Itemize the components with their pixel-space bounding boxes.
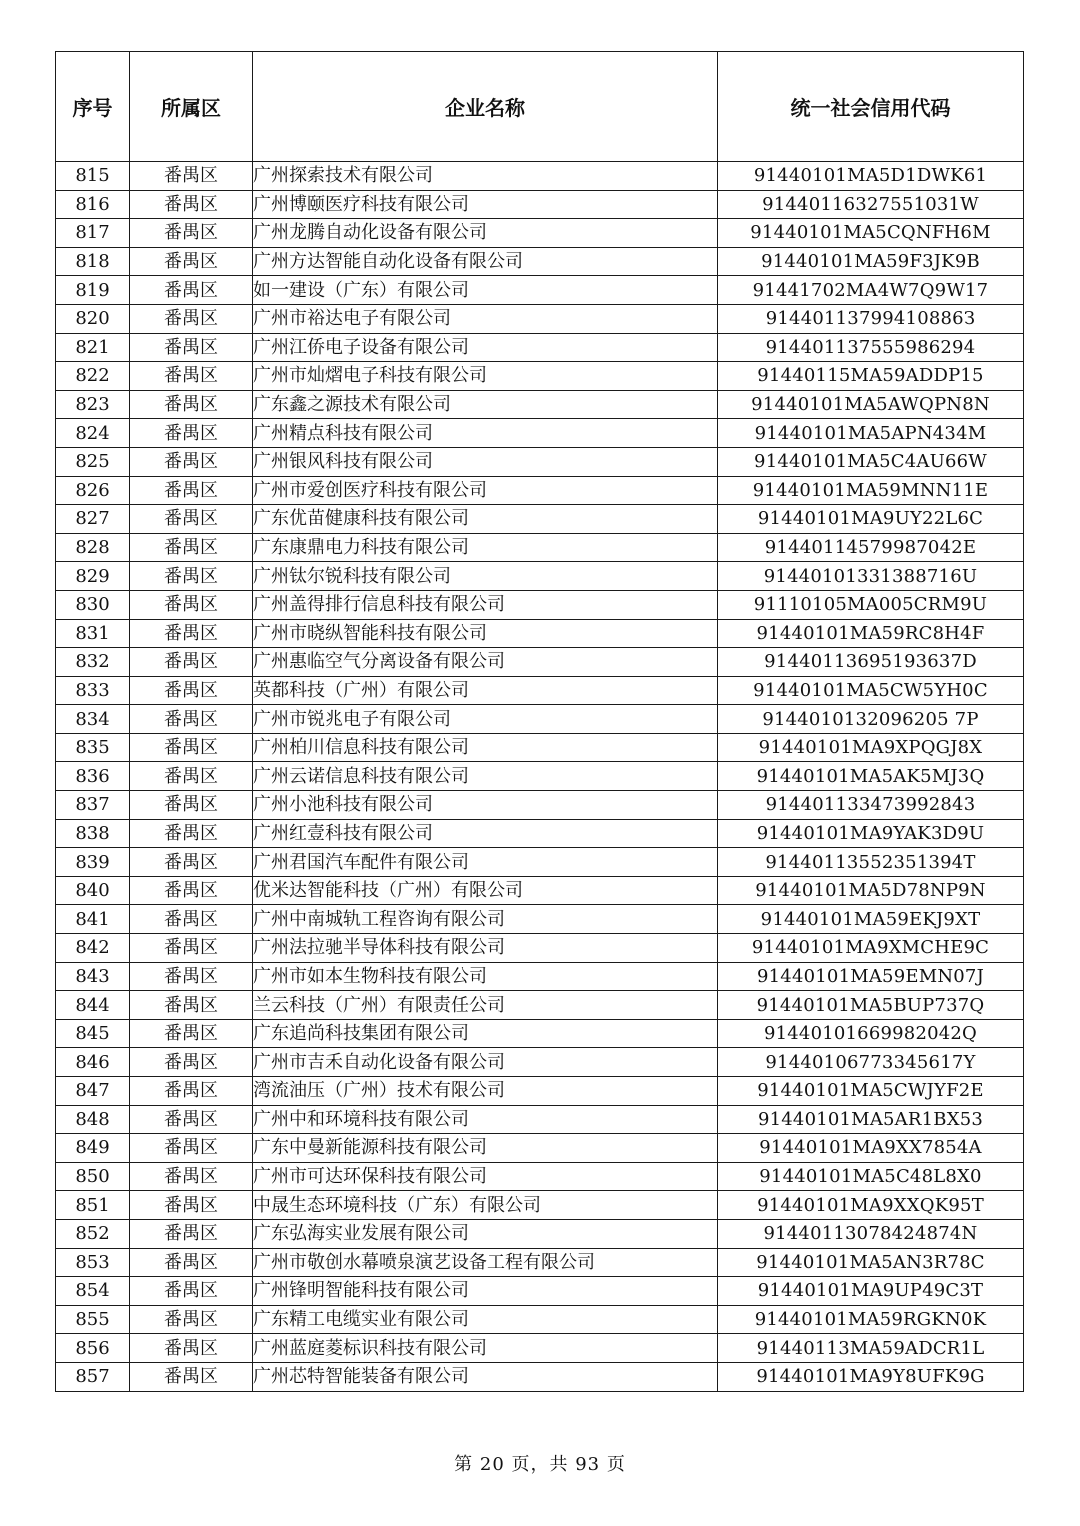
credit-code-cell: 914401133473992843 bbox=[718, 791, 1024, 820]
table-row bbox=[56, 1162, 1024, 1191]
table-row bbox=[56, 762, 1024, 791]
company-name-cell: 广东优苗健康科技有限公司 bbox=[253, 505, 718, 534]
company-name-cell: 广州市如本生物科技有限公司 bbox=[253, 962, 718, 991]
table-row bbox=[56, 962, 1024, 991]
serial-number-cell: 849 bbox=[56, 1134, 130, 1163]
credit-code-cell: 91440101MA5APN434M bbox=[718, 419, 1024, 448]
table-row bbox=[56, 162, 1024, 191]
district-cell: 番禺区 bbox=[130, 190, 253, 219]
district-cell: 番禺区 bbox=[130, 619, 253, 648]
table-row bbox=[56, 419, 1024, 448]
credit-code-cell: 91440101MA9XXQK95T bbox=[718, 1191, 1024, 1220]
company-name-cell: 广州锋明智能科技有限公司 bbox=[253, 1277, 718, 1306]
credit-code-cell: 91440106773345617Y bbox=[718, 1048, 1024, 1077]
company-name-cell: 广东追尚科技集团有限公司 bbox=[253, 1019, 718, 1048]
company-name-cell: 广州芯特智能装备有限公司 bbox=[253, 1362, 718, 1391]
company-name-cell: 广州云诺信息科技有限公司 bbox=[253, 762, 718, 791]
credit-code-cell: 91110105MA005CRM9U bbox=[718, 590, 1024, 619]
credit-code-cell: 91440101331388716U bbox=[718, 562, 1024, 591]
credit-code-cell: 91440101MA5AK5MJ3Q bbox=[718, 762, 1024, 791]
district-cell: 番禺区 bbox=[130, 791, 253, 820]
table-row bbox=[56, 1134, 1024, 1163]
credit-code-cell: 91440101MA59EKJ9XT bbox=[718, 905, 1024, 934]
serial-number-cell: 830 bbox=[56, 590, 130, 619]
serial-number-cell: 834 bbox=[56, 705, 130, 734]
table-row bbox=[56, 905, 1024, 934]
district-cell: 番禺区 bbox=[130, 991, 253, 1020]
serial-number-cell: 843 bbox=[56, 962, 130, 991]
credit-code-cell: 91440113799410886З bbox=[718, 304, 1024, 333]
table-row bbox=[56, 1334, 1024, 1363]
district-cell: 番禺区 bbox=[130, 162, 253, 191]
table-row bbox=[56, 533, 1024, 562]
serial-number-cell: 850 bbox=[56, 1162, 130, 1191]
header-serial-number: 序号 bbox=[56, 52, 130, 162]
district-cell: 番禺区 bbox=[130, 1105, 253, 1134]
serial-number-cell: 853 bbox=[56, 1248, 130, 1277]
district-cell: 番禺区 bbox=[130, 705, 253, 734]
company-name-cell: 广州探索技术有限公司 bbox=[253, 162, 718, 191]
company-name-cell: 广东精工电缆实业有限公司 bbox=[253, 1305, 718, 1334]
company-name-cell: 广州盖得排行信息科技有限公司 bbox=[253, 590, 718, 619]
page-footer: 第 20 页，共 93 页 bbox=[454, 1454, 626, 1475]
district-cell: 番禺区 bbox=[130, 1362, 253, 1391]
company-name-cell: 如一建设（广东）有限公司 bbox=[253, 276, 718, 305]
table-row bbox=[56, 505, 1024, 534]
district-cell: 番禺区 bbox=[130, 819, 253, 848]
district-cell: 番禺区 bbox=[130, 476, 253, 505]
header-company-name: 企业名称 bbox=[253, 52, 718, 162]
company-name-cell: 广州中和环境科技有限公司 bbox=[253, 1105, 718, 1134]
header-credit-code: 统一社会信用代码 bbox=[718, 52, 1024, 162]
table-row bbox=[56, 1362, 1024, 1391]
credit-code-cell: 91440101669982042Q bbox=[718, 1019, 1024, 1048]
company-name-cell: 广州市敬创水幕喷泉演艺设备工程有限公司 bbox=[253, 1248, 718, 1277]
company-name-cell: 广州银风科技有限公司 bbox=[253, 447, 718, 476]
district-cell: 番禺区 bbox=[130, 362, 253, 391]
credit-code-cell: 91440101MA59RGKN0K bbox=[718, 1305, 1024, 1334]
serial-number-cell: 837 bbox=[56, 791, 130, 820]
company-name-cell: 广州小池科技有限公司 bbox=[253, 791, 718, 820]
table-row bbox=[56, 619, 1024, 648]
serial-number-cell: 815 bbox=[56, 162, 130, 191]
credit-code-cell: 91440101MA9UP49C3T bbox=[718, 1277, 1024, 1306]
credit-code-cell: 91440101MA5AN3R78C bbox=[718, 1248, 1024, 1277]
serial-number-cell: 833 bbox=[56, 676, 130, 705]
table-row bbox=[56, 562, 1024, 591]
serial-number-cell: 855 bbox=[56, 1305, 130, 1334]
table-row bbox=[56, 333, 1024, 362]
company-name-cell: 优米达智能科技（广州）有限公司 bbox=[253, 876, 718, 905]
credit-code-cell: 91440101MA59F3JK9B bbox=[718, 247, 1024, 276]
table-row bbox=[56, 219, 1024, 248]
serial-number-cell: 851 bbox=[56, 1191, 130, 1220]
table-row bbox=[56, 590, 1024, 619]
serial-number-cell: 840 bbox=[56, 876, 130, 905]
company-name-cell: 广州惠临空气分离设备有限公司 bbox=[253, 648, 718, 677]
company-name-cell: 广东康鼎电力科技有限公司 bbox=[253, 533, 718, 562]
district-cell: 番禺区 bbox=[130, 1048, 253, 1077]
district-cell: 番禺区 bbox=[130, 1191, 253, 1220]
serial-number-cell: 825 bbox=[56, 447, 130, 476]
company-name-cell: 英都科技（广州）有限公司 bbox=[253, 676, 718, 705]
company-name-cell: 广州龙腾自动化设备有限公司 bbox=[253, 219, 718, 248]
serial-number-cell: 820 bbox=[56, 304, 130, 333]
district-cell: 番禺区 bbox=[130, 390, 253, 419]
credit-code-cell: 914401137555986294 bbox=[718, 333, 1024, 362]
credit-code-cell: 91440115MA59ADDP15 bbox=[718, 362, 1024, 391]
district-cell: 番禺区 bbox=[130, 848, 253, 877]
district-cell: 番禺区 bbox=[130, 562, 253, 591]
table-row bbox=[56, 190, 1024, 219]
table-row bbox=[56, 1019, 1024, 1048]
table-row bbox=[56, 848, 1024, 877]
table-row bbox=[56, 991, 1024, 1020]
credit-code-cell: 91440113695193637D bbox=[718, 648, 1024, 677]
company-table bbox=[55, 51, 1024, 1392]
company-name-cell: 兰云科技（广州）有限责任公司 bbox=[253, 991, 718, 1020]
table-row bbox=[56, 276, 1024, 305]
table-row bbox=[56, 733, 1024, 762]
serial-number-cell: 827 bbox=[56, 505, 130, 534]
company-name-cell: 广州方达智能自动化设备有限公司 bbox=[253, 247, 718, 276]
company-name-cell: 广州市爱创医疗科技有限公司 bbox=[253, 476, 718, 505]
table-row bbox=[56, 791, 1024, 820]
serial-number-cell: 857 bbox=[56, 1362, 130, 1391]
company-name-cell: 广州柏川信息科技有限公司 bbox=[253, 733, 718, 762]
credit-code-cell: 91440101MA5CQNFH6M bbox=[718, 219, 1024, 248]
serial-number-cell: 816 bbox=[56, 190, 130, 219]
table-row bbox=[56, 1105, 1024, 1134]
serial-number-cell: 836 bbox=[56, 762, 130, 791]
district-cell: 番禺区 bbox=[130, 333, 253, 362]
company-name-cell: 广州江侨电子设备有限公司 bbox=[253, 333, 718, 362]
credit-code-cell: 91440114579987042E bbox=[718, 533, 1024, 562]
table-row bbox=[56, 648, 1024, 677]
table-row bbox=[56, 1277, 1024, 1306]
credit-code-cell: 91440101MA9XMCHE9C bbox=[718, 934, 1024, 963]
serial-number-cell: 852 bbox=[56, 1219, 130, 1248]
table-row bbox=[56, 676, 1024, 705]
table-row bbox=[56, 1077, 1024, 1106]
serial-number-cell: 823 bbox=[56, 390, 130, 419]
district-cell: 番禺区 bbox=[130, 1248, 253, 1277]
district-cell: 番禺区 bbox=[130, 905, 253, 934]
credit-code-cell: 91440101MA5D78NP9N bbox=[718, 876, 1024, 905]
serial-number-cell: 819 bbox=[56, 276, 130, 305]
credit-code-cell: 91441702MA4W7Q9W17 bbox=[718, 276, 1024, 305]
table-row bbox=[56, 1248, 1024, 1277]
table-row bbox=[56, 934, 1024, 963]
serial-number-cell: 822 bbox=[56, 362, 130, 391]
district-cell: 番禺区 bbox=[130, 962, 253, 991]
district-cell: 番禺区 bbox=[130, 1077, 253, 1106]
district-cell: 番禺区 bbox=[130, 1134, 253, 1163]
serial-number-cell: 831 bbox=[56, 619, 130, 648]
serial-number-cell: 847 bbox=[56, 1077, 130, 1106]
serial-number-cell: 845 bbox=[56, 1019, 130, 1048]
credit-code-cell: 91440101MA9UY22L6C bbox=[718, 505, 1024, 534]
company-name-cell: 广州蓝庭菱标识科技有限公司 bbox=[253, 1334, 718, 1363]
company-name-cell: 广州博颐医疗科技有限公司 bbox=[253, 190, 718, 219]
credit-code-cell: 91440101MA5AR1BX53 bbox=[718, 1105, 1024, 1134]
credit-code-cell: 91440116327551031W bbox=[718, 190, 1024, 219]
district-cell: 番禺区 bbox=[130, 876, 253, 905]
serial-number-cell: 821 bbox=[56, 333, 130, 362]
district-cell: 番禺区 bbox=[130, 590, 253, 619]
credit-code-cell: 91440101MA59EMN07J bbox=[718, 962, 1024, 991]
header-row bbox=[56, 52, 1024, 162]
table-body bbox=[56, 162, 1024, 1392]
company-name-cell: 广州市裕达电子有限公司 bbox=[253, 304, 718, 333]
table-row bbox=[56, 705, 1024, 734]
serial-number-cell: 829 bbox=[56, 562, 130, 591]
company-name-cell: 广东中曼新能源科技有限公司 bbox=[253, 1134, 718, 1163]
credit-code-cell: 91440101MA59MNN11E bbox=[718, 476, 1024, 505]
district-cell: 番禺区 bbox=[130, 1219, 253, 1248]
table-row bbox=[56, 1305, 1024, 1334]
district-cell: 番禺区 bbox=[130, 1334, 253, 1363]
company-name-cell: 广东鑫之源技术有限公司 bbox=[253, 390, 718, 419]
table-row bbox=[56, 1191, 1024, 1220]
serial-number-cell: 841 bbox=[56, 905, 130, 934]
serial-number-cell: 824 bbox=[56, 419, 130, 448]
serial-number-cell: 842 bbox=[56, 934, 130, 963]
credit-code-cell: 91440101MA5C48L8X0 bbox=[718, 1162, 1024, 1191]
table-row bbox=[56, 247, 1024, 276]
credit-code-cell: 91440101MA59RC8H4F bbox=[718, 619, 1024, 648]
company-name-cell: 广州中南城轨工程咨询有限公司 bbox=[253, 905, 718, 934]
serial-number-cell: 826 bbox=[56, 476, 130, 505]
district-cell: 番禺区 bbox=[130, 219, 253, 248]
table-row bbox=[56, 476, 1024, 505]
credit-code-cell: 9144010132096205 7P bbox=[718, 705, 1024, 734]
district-cell: 番禺区 bbox=[130, 733, 253, 762]
district-cell: 番禺区 bbox=[130, 648, 253, 677]
credit-code-cell: 91440113078424874N bbox=[718, 1219, 1024, 1248]
credit-code-cell: 91440101MA5CW5YH0C bbox=[718, 676, 1024, 705]
company-name-cell: 广州市吉禾自动化设备有限公司 bbox=[253, 1048, 718, 1077]
serial-number-cell: 835 bbox=[56, 733, 130, 762]
company-name-cell: 广州市可达环保科技有限公司 bbox=[253, 1162, 718, 1191]
serial-number-cell: 838 bbox=[56, 819, 130, 848]
serial-number-cell: 818 bbox=[56, 247, 130, 276]
credit-code-cell: 91440113MA59ADCR1L bbox=[718, 1334, 1024, 1363]
district-cell: 番禺区 bbox=[130, 762, 253, 791]
header-district: 所属区 bbox=[130, 52, 253, 162]
district-cell: 番禺区 bbox=[130, 676, 253, 705]
company-name-cell: 广州精点科技有限公司 bbox=[253, 419, 718, 448]
company-name-cell: 广州市锐兆电子有限公司 bbox=[253, 705, 718, 734]
credit-code-cell: 91440101MA9XX7854A bbox=[718, 1134, 1024, 1163]
district-cell: 番禺区 bbox=[130, 1305, 253, 1334]
credit-code-cell: 91440101MA5D1DWK61 bbox=[718, 162, 1024, 191]
district-cell: 番禺区 bbox=[130, 1019, 253, 1048]
serial-number-cell: 828 bbox=[56, 533, 130, 562]
company-name-cell: 广州市晓纵智能科技有限公司 bbox=[253, 619, 718, 648]
serial-number-cell: 848 bbox=[56, 1105, 130, 1134]
district-cell: 番禺区 bbox=[130, 247, 253, 276]
district-cell: 番禺区 bbox=[130, 533, 253, 562]
credit-code-cell: 91440101MA9Y8UFK9G bbox=[718, 1362, 1024, 1391]
table-row bbox=[56, 362, 1024, 391]
serial-number-cell: 832 bbox=[56, 648, 130, 677]
credit-code-cell: 91440101MA5CWJYF2E bbox=[718, 1077, 1024, 1106]
serial-number-cell: 846 bbox=[56, 1048, 130, 1077]
district-cell: 番禺区 bbox=[130, 304, 253, 333]
table-row bbox=[56, 390, 1024, 419]
company-name-cell: 中晟生态环境科技（广东）有限公司 bbox=[253, 1191, 718, 1220]
district-cell: 番禺区 bbox=[130, 505, 253, 534]
district-cell: 番禺区 bbox=[130, 447, 253, 476]
credit-code-cell: 91440101MA9XPQGJ8X bbox=[718, 733, 1024, 762]
company-name-cell: 广州钛尔锐科技有限公司 bbox=[253, 562, 718, 591]
serial-number-cell: 856 bbox=[56, 1334, 130, 1363]
credit-code-cell: 91440101MA5BUP737Q bbox=[718, 991, 1024, 1020]
credit-code-cell: 91440101MA9YAK3D9U bbox=[718, 819, 1024, 848]
district-cell: 番禺区 bbox=[130, 934, 253, 963]
table-row bbox=[56, 1048, 1024, 1077]
table-row bbox=[56, 447, 1024, 476]
company-name-cell: 广州法拉驰半导体科技有限公司 bbox=[253, 934, 718, 963]
table-row bbox=[56, 1219, 1024, 1248]
table-row bbox=[56, 876, 1024, 905]
district-cell: 番禺区 bbox=[130, 1162, 253, 1191]
serial-number-cell: 817 bbox=[56, 219, 130, 248]
company-name-cell: 广州君国汽车配件有限公司 bbox=[253, 848, 718, 877]
company-name-cell: 广东弘海实业发展有限公司 bbox=[253, 1219, 718, 1248]
company-name-cell: 广州市灿熠电子科技有限公司 bbox=[253, 362, 718, 391]
credit-code-cell: 91440101MA5C4AU66W bbox=[718, 447, 1024, 476]
table-row bbox=[56, 304, 1024, 333]
serial-number-cell: 844 bbox=[56, 991, 130, 1020]
district-cell: 番禺区 bbox=[130, 1277, 253, 1306]
serial-number-cell: 839 bbox=[56, 848, 130, 877]
serial-number-cell: 854 bbox=[56, 1277, 130, 1306]
credit-code-cell: 91440113552351394T bbox=[718, 848, 1024, 877]
district-cell: 番禺区 bbox=[130, 276, 253, 305]
table-row bbox=[56, 819, 1024, 848]
company-name-cell: 湾流油压（广州）技术有限公司 bbox=[253, 1077, 718, 1106]
credit-code-cell: 91440101MA5AWQPN8N bbox=[718, 390, 1024, 419]
district-cell: 番禺区 bbox=[130, 419, 253, 448]
company-name-cell: 广州红壹科技有限公司 bbox=[253, 819, 718, 848]
